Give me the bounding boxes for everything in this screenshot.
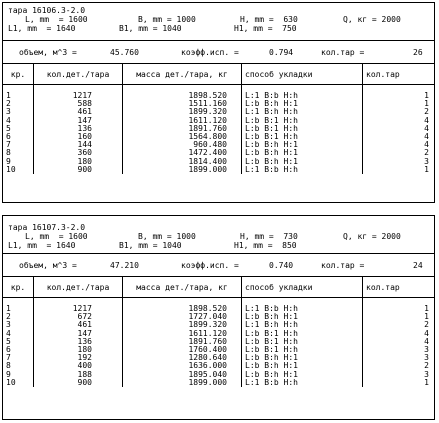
detail-qty: 147 bbox=[34, 117, 123, 125]
detail-qty: 900 bbox=[34, 379, 123, 387]
row-number: 5 bbox=[3, 125, 34, 133]
container-count: 1 bbox=[424, 312, 429, 322]
detail-qty: 144 bbox=[34, 141, 123, 149]
detail-qty: 400 bbox=[34, 362, 123, 370]
detail-mass: 1899.000 bbox=[123, 166, 242, 174]
row-number: 3 bbox=[3, 108, 34, 116]
volume-value: 45.760 bbox=[110, 48, 139, 57]
width-field: B, mm = 1000 bbox=[138, 232, 196, 241]
packing-method: L:1 B:h H:h bbox=[242, 108, 363, 116]
row-number: 9 bbox=[3, 371, 34, 379]
row-number: 7 bbox=[3, 141, 34, 149]
coef-value: 0.740 bbox=[269, 261, 294, 270]
detail-mass: 1899.320 bbox=[123, 321, 242, 329]
container-count: 1 bbox=[424, 304, 429, 313]
container-title: тара 16106.3-2.0 bbox=[8, 6, 86, 15]
packing-method: L:b B:h H:1 bbox=[242, 362, 363, 370]
detail-qty: 1217 bbox=[34, 298, 123, 314]
col-header-row-no: кр. bbox=[3, 277, 34, 298]
row-number: 6 bbox=[3, 133, 34, 141]
table-row bbox=[3, 298, 434, 314]
volume-label: объем, м^3 = bbox=[19, 48, 77, 57]
row-number: 10 bbox=[3, 166, 34, 174]
container-count: 2 bbox=[424, 148, 429, 158]
volume-label: объем, м^3 = bbox=[19, 261, 77, 270]
detail-qty: 136 bbox=[34, 125, 123, 133]
outer-length-field: L1, mm = 1640 bbox=[8, 241, 76, 250]
coef-label: коэфф.исп. = bbox=[181, 261, 239, 270]
packing-method: L:1 B:b H:h bbox=[242, 85, 363, 101]
row-number: 8 bbox=[3, 362, 34, 370]
detail-mass: 1895.040 bbox=[123, 371, 242, 379]
packing-method: L:1 B:b H:h bbox=[242, 298, 363, 314]
detail-qty: 188 bbox=[34, 371, 123, 379]
summary-row bbox=[3, 41, 434, 64]
packing-method: L:b B:h H:1 bbox=[242, 354, 363, 362]
detail-qty: 461 bbox=[34, 108, 123, 116]
detail-mass: 1814.400 bbox=[123, 158, 242, 166]
container-block-2 bbox=[2, 215, 435, 420]
outer-length-field: L1, mm = 1640 bbox=[8, 24, 76, 33]
height-field: H, mm = 730 bbox=[240, 232, 298, 241]
detail-mass: 1727.040 bbox=[123, 313, 242, 321]
row-number: 4 bbox=[3, 330, 34, 338]
packing-method: L:1 B:b H:h bbox=[242, 379, 363, 387]
packing-method: L:1 B:b H:h bbox=[242, 166, 363, 174]
row-number: 1 bbox=[3, 298, 34, 314]
packing-method: L:b B:1 H:h bbox=[242, 133, 363, 141]
detail-qty: 160 bbox=[34, 133, 123, 141]
detail-mass: 1760.400 bbox=[123, 346, 242, 354]
row-number: 9 bbox=[3, 158, 34, 166]
packing-table bbox=[3, 64, 434, 174]
col-header-method: способ укладки bbox=[242, 277, 363, 298]
detail-qty: 900 bbox=[34, 166, 123, 174]
container-count: 1 bbox=[424, 99, 429, 109]
col-header-qty: кол.дет./тара bbox=[34, 64, 123, 85]
packing-method: L:b B:h H:1 bbox=[242, 371, 363, 379]
count-value: 26 bbox=[413, 48, 423, 57]
table-header-row bbox=[3, 277, 434, 298]
detail-mass: 1899.320 bbox=[123, 108, 242, 116]
detail-mass: 1899.000 bbox=[123, 379, 242, 387]
packing-method: L:b B:h H:1 bbox=[242, 313, 363, 321]
detail-mass: 1891.760 bbox=[123, 125, 242, 133]
detail-qty: 180 bbox=[34, 158, 123, 166]
outer-height-field: H1, mm = 750 bbox=[234, 24, 297, 33]
packing-method: L:b B:1 H:h bbox=[242, 338, 363, 346]
count-label: кол.тар = bbox=[321, 48, 365, 57]
detail-qty: 360 bbox=[34, 149, 123, 157]
packing-method: L:b B:1 H:h bbox=[242, 330, 363, 338]
row-number: 5 bbox=[3, 338, 34, 346]
col-header-mass: масса дет./тара, кг bbox=[123, 277, 242, 298]
packing-method: L:b B:h H:1 bbox=[242, 141, 363, 149]
container-count: 1 bbox=[424, 164, 429, 174]
outer-width-field: B1, mm = 1040 bbox=[119, 241, 182, 250]
container-count: 2 bbox=[424, 320, 429, 330]
packing-method: L:b B:1 H:h bbox=[242, 125, 363, 133]
packing-method: L:b B:h H:1 bbox=[242, 158, 363, 166]
detail-mass: 1898.520 bbox=[123, 298, 242, 314]
detail-mass: 1511.160 bbox=[123, 100, 242, 108]
detail-qty: 1217 bbox=[34, 85, 123, 101]
packing-method: L:b B:1 H:h bbox=[242, 346, 363, 354]
container-count: 3 bbox=[424, 156, 429, 166]
packing-table bbox=[3, 277, 434, 387]
row-number: 1 bbox=[3, 85, 34, 101]
detail-qty: 180 bbox=[34, 346, 123, 354]
coef-label: коэфф.исп. = bbox=[181, 48, 239, 57]
detail-qty: 136 bbox=[34, 338, 123, 346]
detail-qty: 192 bbox=[34, 354, 123, 362]
capacity-field: Q, кг = 2000 bbox=[343, 232, 401, 241]
packing-method: L:b B:h H:1 bbox=[242, 100, 363, 108]
container-count: 1 bbox=[424, 91, 429, 100]
detail-mass: 1611.120 bbox=[123, 330, 242, 338]
count-label: кол.тар = bbox=[321, 261, 365, 270]
detail-mass: 1280.640 bbox=[123, 354, 242, 362]
detail-mass: 1564.800 bbox=[123, 133, 242, 141]
table-header-row bbox=[3, 64, 434, 85]
container-count: 4 bbox=[424, 123, 429, 133]
detail-qty: 588 bbox=[34, 100, 123, 108]
container-count: 3 bbox=[424, 345, 429, 355]
row-number: 2 bbox=[3, 100, 34, 108]
detail-qty: 147 bbox=[34, 330, 123, 338]
detail-mass: 960.480 bbox=[123, 141, 242, 149]
container-header bbox=[3, 3, 434, 41]
height-field: H, mm = 630 bbox=[240, 15, 298, 24]
length-field: L, mm = 1600 bbox=[25, 232, 88, 241]
container-count: 4 bbox=[424, 140, 429, 150]
container-count: 3 bbox=[424, 369, 429, 379]
count-value: 24 bbox=[413, 261, 423, 270]
container-block-1 bbox=[2, 2, 435, 203]
col-header-row-no: кр. bbox=[3, 64, 34, 85]
outer-width-field: B1, mm = 1040 bbox=[119, 24, 182, 33]
detail-mass: 1611.120 bbox=[123, 117, 242, 125]
packing-method: L:b B:1 H:h bbox=[242, 117, 363, 125]
container-header bbox=[3, 216, 434, 254]
detail-qty: 672 bbox=[34, 313, 123, 321]
volume-value: 47.210 bbox=[110, 261, 139, 270]
container-count: 2 bbox=[424, 107, 429, 117]
capacity-field: Q, кг = 2000 bbox=[343, 15, 401, 24]
row-number: 3 bbox=[3, 321, 34, 329]
container-count: 4 bbox=[424, 115, 429, 125]
row-number: 8 bbox=[3, 149, 34, 157]
packing-method: L:b B:h H:1 bbox=[242, 149, 363, 157]
container-count: 1 bbox=[424, 377, 429, 387]
width-field: B, mm = 1000 bbox=[138, 15, 196, 24]
packing-method: L:1 B:h H:h bbox=[242, 321, 363, 329]
container-count: 4 bbox=[424, 132, 429, 142]
container-count: 3 bbox=[424, 353, 429, 363]
detail-qty: 461 bbox=[34, 321, 123, 329]
row-number: 6 bbox=[3, 346, 34, 354]
table-row bbox=[3, 379, 434, 387]
table-row bbox=[3, 85, 434, 101]
container-count: 4 bbox=[424, 328, 429, 338]
row-number: 2 bbox=[3, 313, 34, 321]
summary-row bbox=[3, 254, 434, 277]
row-number: 4 bbox=[3, 117, 34, 125]
detail-mass: 1472.400 bbox=[123, 149, 242, 157]
detail-mass: 1891.760 bbox=[123, 338, 242, 346]
col-header-mass: масса дет./тара, кг bbox=[123, 64, 242, 85]
coef-value: 0.794 bbox=[269, 48, 294, 57]
detail-mass: 1636.000 bbox=[123, 362, 242, 370]
length-field: L, mm = 1600 bbox=[25, 15, 88, 24]
container-title: тара 16107.3-2.0 bbox=[8, 223, 86, 232]
col-header-method: способ укладки bbox=[242, 64, 363, 85]
row-number: 7 bbox=[3, 354, 34, 362]
col-header-count: кол.тар bbox=[363, 277, 435, 298]
col-header-qty: кол.дет./тара bbox=[34, 277, 123, 298]
detail-mass: 1898.520 bbox=[123, 85, 242, 101]
container-count: 4 bbox=[424, 336, 429, 346]
table-row bbox=[3, 166, 434, 174]
container-count: 2 bbox=[424, 361, 429, 371]
col-header-count: кол.тар bbox=[363, 64, 435, 85]
outer-height-field: H1, mm = 850 bbox=[234, 241, 297, 250]
row-number: 10 bbox=[3, 379, 34, 387]
